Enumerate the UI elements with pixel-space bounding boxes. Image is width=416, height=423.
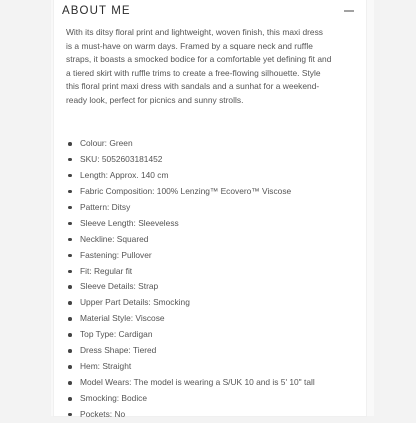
spec-text: Sleeve Length: Sleeveless: [80, 217, 179, 228]
bullet-icon: [68, 270, 72, 274]
spec-pattern: [66, 200, 360, 216]
bullet-icon: [68, 238, 72, 242]
product-specs-list: [66, 136, 360, 423]
collapse-button[interactable]: [342, 4, 356, 18]
spec-sleeve-details: [66, 279, 360, 295]
section-title: ABOUT ME: [62, 5, 131, 17]
bullet-icon: [68, 317, 72, 321]
bullet-icon: [68, 158, 72, 162]
spec-pockets: [66, 407, 360, 423]
spec-colour: [66, 136, 360, 152]
bullet-icon: [68, 381, 72, 385]
spec-hem: [66, 359, 360, 375]
product-description: [66, 26, 360, 108]
bullet-icon: [68, 222, 72, 226]
bullet-icon: [68, 174, 72, 178]
description-line: this floral print maxi dress with sandals and a sunhat for a weekend-: [66, 81, 320, 92]
spec-text: Dress Shape: Tiered: [80, 345, 157, 356]
spec-text: Upper Part Details: Smocking: [80, 297, 190, 308]
spec-text: Smocking: Bodice: [80, 393, 148, 403]
bullet-icon: [68, 142, 72, 146]
spec-text: Fabric Composition: 100% Lenzing™ Ecovero™ Viscose: [80, 185, 292, 196]
spec-model-wears: [66, 375, 360, 391]
spec-text: Hem: Straight: [80, 361, 132, 372]
bullet-icon: [68, 349, 72, 353]
spec-fastening: [66, 248, 360, 264]
spec-sku: [66, 152, 360, 168]
spec-text: Fastening: Pullover: [80, 249, 152, 260]
spec-text: Neckline: Squared: [80, 233, 149, 244]
bullet-icon: [68, 190, 72, 194]
bullet-icon: [68, 301, 72, 305]
spec-neckline: [66, 232, 360, 248]
spec-smocking: [66, 391, 360, 407]
description-line: a tiered skirt with ruffle trims to create a free-flowing silhouette. Style: [66, 67, 321, 78]
spec-text: Sleeve Details: Strap: [80, 281, 159, 292]
bullet-icon: [68, 206, 72, 210]
spec-sleeve-length: [66, 216, 360, 232]
bullet-icon: [68, 365, 72, 369]
description-line: is a must-have on warm days. Framed by a square neck and ruffle: [66, 40, 313, 51]
spec-text: SKU: 5052603181452: [80, 153, 163, 164]
spec-text: Pockets: No: [80, 408, 126, 419]
spec-fit: [66, 264, 360, 280]
spec-text: Model Wears: The model is wearing a S/UK 10 and is 5' 10" tall: [80, 377, 315, 388]
spec-text: Top Type: Cardigan: [80, 329, 153, 340]
description-line: straps, it boasts a smocked bodice for a comfortable yet defining fit and: [66, 54, 332, 65]
spec-upper-part-details: [66, 295, 360, 311]
bullet-icon: [68, 285, 72, 289]
spec-text: Material Style: Viscose: [80, 313, 165, 324]
bullet-icon: [68, 254, 72, 258]
spec-text: Pattern: Ditsy: [80, 201, 131, 212]
description-line: With its ditsy floral print and lightweight, woven finish, this maxi dress: [66, 27, 324, 37]
spec-text: Length: Approx. 140 cm: [80, 169, 169, 180]
bullet-icon: [68, 397, 72, 401]
description-line: ready look, perfect for picnics and sunny strolls.: [66, 94, 244, 105]
spec-material-style: [66, 311, 360, 327]
minus-icon: [342, 4, 356, 18]
spec-length: [66, 168, 360, 184]
spec-text: Colour: Green: [80, 138, 133, 148]
spec-dress-shape: [66, 343, 360, 359]
spec-fabric-composition: [66, 184, 360, 200]
spec-top-type: [66, 327, 360, 343]
about-me-header[interactable]: [58, 0, 358, 22]
spec-text: Fit: Regular fit: [80, 265, 133, 276]
bullet-icon: [68, 333, 72, 337]
